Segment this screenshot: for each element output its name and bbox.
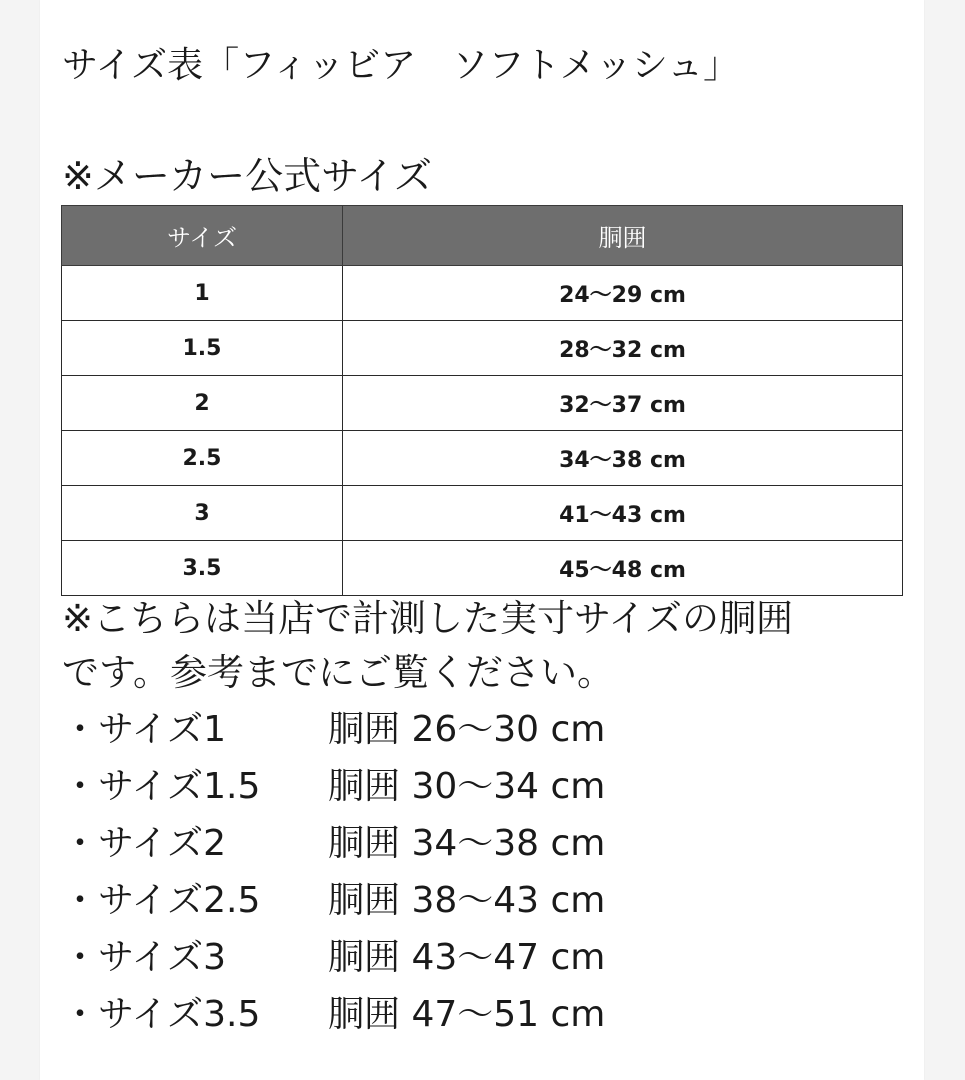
list-item bbox=[62, 987, 762, 1043]
page-title: サイズ表「フィッビア ソフトメッシュ」 bbox=[62, 45, 740, 86]
girth-cell: 24〜29 cm bbox=[343, 266, 903, 321]
header-size: サイズ bbox=[62, 206, 343, 266]
girth-cell: 32〜37 cm bbox=[343, 376, 903, 431]
girth-value: 胴囲 38〜43 cm bbox=[328, 880, 606, 921]
size-label: ・サイズ2 bbox=[62, 823, 227, 864]
table-row bbox=[62, 431, 903, 486]
size-cell: 3.5 bbox=[62, 541, 343, 596]
list-item bbox=[62, 873, 762, 929]
table-row bbox=[62, 266, 903, 321]
size-cell: 2.5 bbox=[62, 431, 343, 486]
measured-note-line-2: です。参考までにご覧ください。 bbox=[62, 651, 615, 694]
girth-cell: 41〜43 cm bbox=[343, 486, 903, 541]
measured-note-line-1: ※こちらは当店で計測した実寸サイズの胴囲 bbox=[62, 597, 794, 640]
size-label: ・サイズ3.5 bbox=[62, 994, 261, 1035]
size-cell: 3 bbox=[62, 486, 343, 541]
size-label: ・サイズ1 bbox=[62, 709, 227, 750]
table-row bbox=[62, 541, 903, 596]
size-cell: 1.5 bbox=[62, 321, 343, 376]
girth-cell: 28〜32 cm bbox=[343, 321, 903, 376]
list-item bbox=[62, 702, 762, 758]
measured-size-note bbox=[62, 592, 892, 700]
size-cell: 1 bbox=[62, 266, 343, 321]
size-label: ・サイズ1.5 bbox=[62, 766, 261, 807]
girth-cell: 34〜38 cm bbox=[343, 431, 903, 486]
list-item bbox=[62, 759, 762, 815]
size-label: ・サイズ3 bbox=[62, 937, 227, 978]
table-row bbox=[62, 321, 903, 376]
girth-value: 胴囲 34〜38 cm bbox=[328, 823, 606, 864]
size-label: ・サイズ2.5 bbox=[62, 880, 261, 921]
table-row bbox=[62, 376, 903, 431]
size-cell: 2 bbox=[62, 376, 343, 431]
girth-cell: 45〜48 cm bbox=[343, 541, 903, 596]
header-girth: 胴囲 bbox=[343, 206, 903, 266]
size-table bbox=[61, 205, 903, 596]
list-item bbox=[62, 816, 762, 872]
girth-value: 胴囲 43〜47 cm bbox=[328, 937, 606, 978]
table-header-row bbox=[62, 206, 903, 266]
girth-value: 胴囲 26〜30 cm bbox=[328, 709, 606, 750]
table-row bbox=[62, 486, 903, 541]
girth-value: 胴囲 30〜34 cm bbox=[328, 766, 606, 807]
list-item bbox=[62, 930, 762, 986]
girth-value: 胴囲 47〜51 cm bbox=[328, 994, 606, 1035]
official-size-note: ※メーカー公式サイズ bbox=[62, 154, 433, 198]
